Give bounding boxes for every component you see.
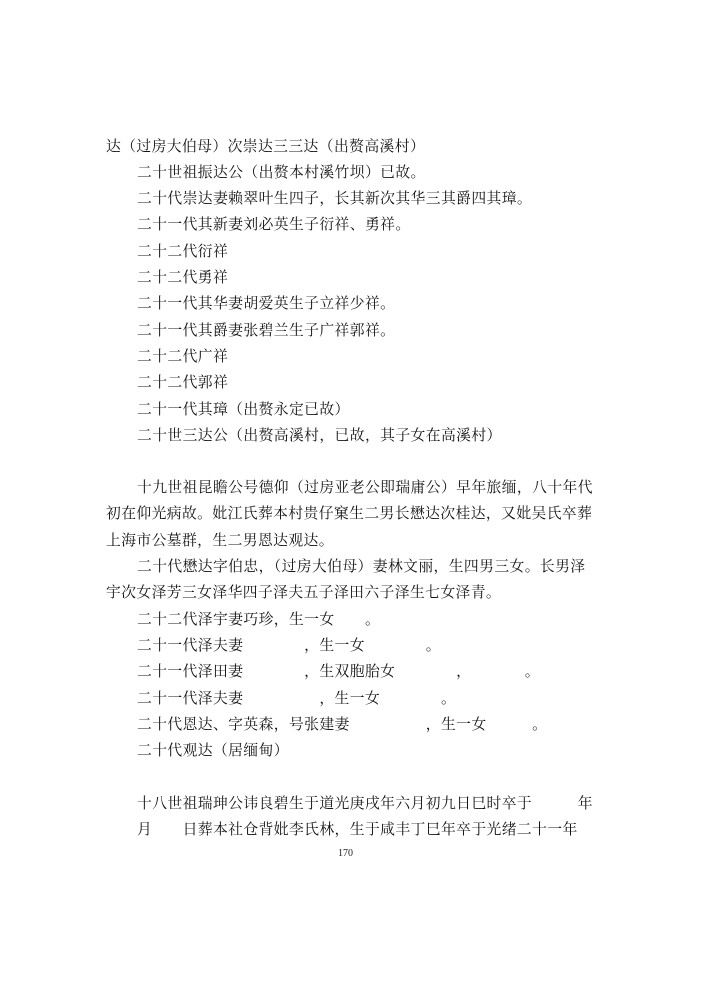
text-line: 宇次女泽芳三女泽华四子泽夫五子泽田六子泽生七女泽青。: [106, 584, 502, 601]
text-line: 十九世祖昆瞻公号德仰（过房亚老公即瑞庸公）早年旅缅，八十年代: [137, 479, 593, 496]
text-line: 二十一代其华妻胡爱英生子立祥少祥。: [137, 295, 396, 312]
text-line: 二十一代其新妻刘必英生子衍祥、勇祥。: [137, 216, 411, 233]
text-line: 二十世三达公（出赘高溪村，已故，其子女在高溪村）: [137, 427, 502, 444]
text-line: 二十一代其璋（出赘永定已故）: [137, 401, 350, 418]
text-line: 二十代恩达、字英森，号张建妻 ，生一女 。: [137, 716, 548, 733]
text-line: 二十一代泽夫妻 ，生一女 。: [137, 637, 441, 654]
text-line: 二十二代泽宇妻巧珍，生一女 。: [137, 611, 381, 628]
text-line: 二十二代广祥: [137, 348, 229, 365]
text-line: 月 日葬本社仓背妣李氏林，生于咸丰丁巳年卒于光绪二十一年: [137, 821, 578, 838]
text-line: 二十代观达（居缅甸）: [137, 742, 289, 759]
text-line: 十八世祖瑞珅公讳良碧生于道光庚戌年六月初九日巳时卒于 年: [137, 795, 593, 812]
text-line: 达（过房大伯母）次崇达三三达（出赘高溪村）: [106, 138, 426, 155]
text-line: 二十二代郭祥: [137, 374, 229, 391]
text-line: 二十一代其爵妻张碧兰生子广祥郭祥。: [137, 322, 396, 339]
text-line: 初在仰光病故。妣江氏葬本村贵仔窠生二男长懋达次桂达，又妣吴氏卒葬: [106, 505, 593, 522]
text-line: 二十一代泽田妻 ，生双胞胎女 ， 。: [137, 663, 540, 680]
text-line: 二十二代勇祥: [137, 269, 229, 286]
text-line: 二十代崇达妻赖翠叶生四子，长其新次其华三其爵四其璋。: [137, 190, 533, 207]
text-line: 二十一代泽夫妻 ，生一女 。: [137, 690, 457, 707]
text-line: 二十二代衍祥: [137, 243, 229, 260]
page-number: 170: [338, 848, 353, 859]
text-line: 上海市公墓群，生二男恩达观达。: [106, 532, 334, 549]
text-line: 二十代懋达字伯忠，（过房大伯母）妻林文丽，生四男三女。长男泽: [137, 558, 586, 575]
text-line: 二十世祖振达公（出赘本村溪竹坝）已故。: [137, 164, 426, 181]
